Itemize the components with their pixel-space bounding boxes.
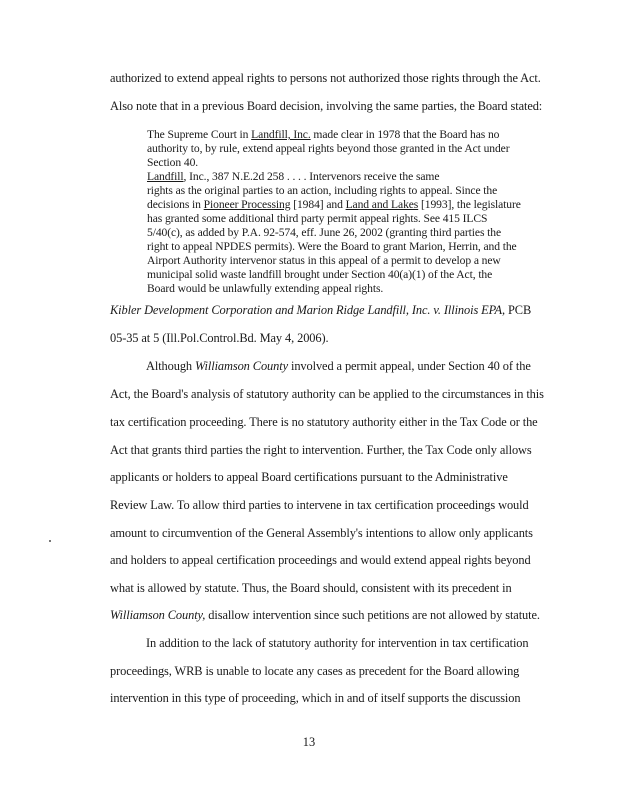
para1-line-4: Act that grants third parties the right to intervention. Further, the Tax Code only allows bbox=[110, 443, 532, 457]
quote-text: decisions in bbox=[147, 198, 204, 211]
quote-line-10: Airport Authority intervenor status in this appeal of a permit to develop a new bbox=[147, 254, 501, 267]
quote-text: made clear in 1978 that the Board has no bbox=[310, 128, 500, 141]
case-name-pioneer: Pioneer Processing bbox=[203, 198, 291, 211]
para1-line-10 bbox=[110, 608, 540, 623]
quote-line-2: authority to, by rule, extend appeal rights beyond those granted in the Act under bbox=[147, 142, 510, 155]
para2-line-3: intervention in this type of proceeding, which in and of itself supports the discussion bbox=[110, 691, 521, 705]
para1-line-2: Act, the Board's analysis of statutory authority can be applied to the circumstances in this bbox=[110, 387, 544, 401]
quote-line-6 bbox=[147, 198, 521, 211]
para-text: Although bbox=[146, 359, 196, 373]
quote-line-11: municipal solid waste landfill brought under Section 40(a)(1) of the Act, the bbox=[147, 268, 493, 281]
body-line-2: Also note that in a previous Board decision, involving the same parties, the Board stated: bbox=[110, 99, 543, 113]
scan-speck bbox=[49, 540, 51, 542]
case-name-williamson: Williamson County bbox=[195, 359, 288, 373]
case-name-landfill: Landfill, Inc. bbox=[251, 128, 311, 141]
para1-line-3: tax certification proceeding. There is no statutory authority either in the Tax Code or the bbox=[110, 415, 538, 429]
para-text: involved a permit appeal, under Section 40 of the bbox=[287, 359, 531, 373]
quote-line-7: has granted some additional third party permit appeal rights. See 415 ILCS bbox=[147, 212, 488, 225]
quote-line-3: Section 40. bbox=[147, 156, 199, 169]
para1-line-6: Review Law. To allow third parties to intervene in tax certification proceedings would bbox=[110, 498, 529, 512]
citation-case-name: Kibler Development Corporation and Marion Ridge Landfill, Inc. v. Illinois EPA, bbox=[110, 303, 505, 317]
quote-line-5: rights as the original parties to an action, including rights to appeal. Since the bbox=[147, 184, 498, 197]
para1-line-7: amount to circumvention of the General Assembly's intentions to allow only applicants bbox=[110, 526, 533, 540]
citation-line-2: 05-35 at 5 (Ill.Pol.Control.Bd. May 4, 2006). bbox=[110, 331, 329, 345]
quote-text: [1993], the legislature bbox=[418, 198, 521, 211]
para2-line-1: In addition to the lack of statutory authority for intervention in tax certification bbox=[146, 636, 529, 650]
quote-line-9: right to appeal NPDES permits). Were the Board to grant Marion, Herrin, and the bbox=[147, 240, 517, 253]
para1-line-9: what is allowed by statute. Thus, the Board should, consistent with its precedent in bbox=[110, 581, 512, 595]
citation-text: PCB bbox=[505, 303, 532, 317]
page-number: 13 bbox=[302, 735, 316, 749]
para2-line-2: proceedings, WRB is unable to locate any cases as precedent for the Board allowing bbox=[110, 664, 520, 678]
quote-text: The Supreme Court in bbox=[147, 128, 252, 141]
quote-line-12: Board would be unlawfully extending appeal rights. bbox=[147, 282, 384, 295]
para1-line-1 bbox=[146, 359, 531, 374]
citation-line-1 bbox=[110, 303, 531, 318]
body-line-1: authorized to extend appeal rights to persons not authorized those rights through the Act. bbox=[110, 71, 541, 85]
quote-line-1 bbox=[147, 128, 499, 141]
quote-line-4 bbox=[147, 170, 439, 183]
quote-text: , Inc., 387 N.E.2d 258 . . . . Intervenors receive the same bbox=[183, 170, 440, 183]
para1-line-8: and holders to appeal certification proceedings and would extend appeal rights beyond bbox=[110, 553, 531, 567]
quote-text: [1984] and bbox=[290, 198, 346, 211]
case-name-landfill: Landfill bbox=[147, 170, 184, 183]
quote-line-8: 5/40(c), as added by P.A. 92-574, eff. June 26, 2002 (granting third parties the bbox=[147, 226, 502, 239]
para1-line-5: applicants or holders to appeal Board certifications pursuant to the Administrative bbox=[110, 470, 508, 484]
case-name-land-lakes: Land and Lakes bbox=[345, 198, 419, 211]
case-name-williamson: Williamson County, bbox=[110, 608, 206, 622]
para-text: disallow intervention since such petitions are not allowed by statute. bbox=[205, 608, 540, 622]
